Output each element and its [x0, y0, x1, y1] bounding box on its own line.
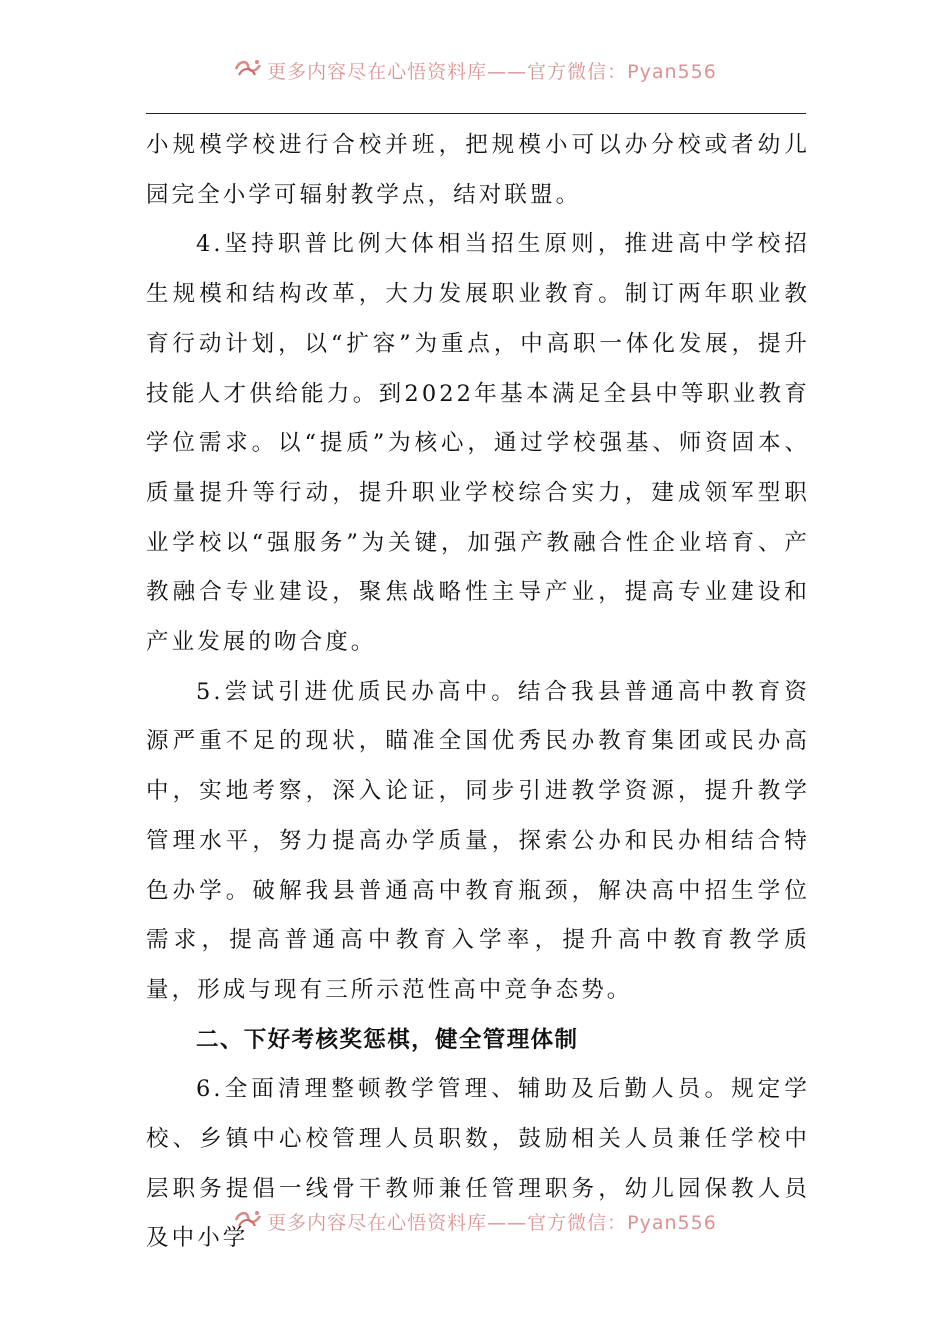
paragraph-item-6: 6.全面清理整顿教学管理、辅助及后勤人员。规定学校、乡镇中心校管理人员职数，鼓励相关人员兼任学校中层职务提倡一线骨干教师兼任管理职务，幼儿园保教人员及中小学 [146, 1076, 810, 1252]
watermark-logo-icon [233, 1208, 263, 1234]
paragraph-item-4: 4.坚持职普比例大体相当招生原则，推进高中学校招生规模和结构改革，大力发展职业教育。制订两年职业教育行动计划，以“扩容”为重点，中高职一体化发展，提升技能人才供给能力。到2022年基本满足全县中等职业教育学位需求。以“提质”为核心，通过学校强基、师资固本、质量提升等行动，提升职业学校综合实力，建成领军型职业学校以“强服务”为关键，加强产教融合性企业培育、产教融合专业建设，聚焦战略性主导产业，提高专业建设和产业发展的吻合度。 [146, 231, 810, 656]
header-rule [146, 113, 806, 114]
watermark-text: 更多内容尽在心悟资料库——官方微信：Pyan556 [267, 1211, 717, 1234]
paragraph-item-5: 5.尝试引进优质民办高中。结合我县普通高中教育资源严重不足的现状，瞄准全国优秀民办教育集团或民办高中，实地考察，深入论证，同步引进教学资源，提升教学管理水平，努力提高办学质量，探索公办和民办相结合特色办学。破解我县普通高中教育瓶颈，解决高中招生学位需求，提高普通高中教育入学率，提升高中教育教学质量，形成与现有三所示范性高中竞争态势。 [146, 678, 810, 1003]
section-heading: 二、下好考核奖惩棋，健全管理体制 [196, 1026, 579, 1053]
document-body [146, 121, 810, 1264]
watermark-footer [0, 1208, 950, 1234]
watermark-header [0, 57, 950, 83]
paragraph-continuation: 小规模学校进行合校并班，把规模小可以办分校或者幼儿园完全小学可辐射教学点，结对联盟。 [146, 132, 810, 208]
watermark-logo-icon [233, 57, 263, 83]
watermark-text: 更多内容尽在心悟资料库——官方微信：Pyan556 [267, 60, 717, 83]
